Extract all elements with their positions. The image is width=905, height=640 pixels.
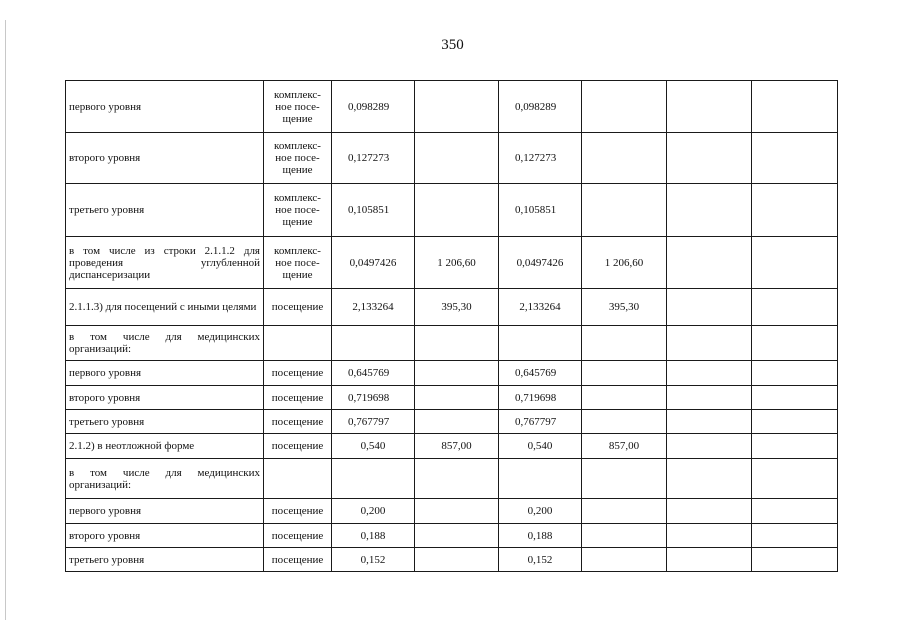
cell-value (415, 386, 499, 410)
cell-value (667, 289, 752, 326)
cell-value: 0,0497426 (332, 237, 415, 289)
cell-value (332, 326, 415, 361)
row-name: 2.1.2) в неотложной форме (66, 434, 264, 459)
cell-value: 0,098289 (332, 81, 415, 133)
row-name: первого уровня (66, 361, 264, 386)
cell-value (582, 524, 667, 548)
row-unit (264, 459, 332, 499)
cell-value: 0,767797 (332, 410, 415, 434)
row-name: второго уровня (66, 133, 264, 184)
cell-value (752, 184, 838, 237)
cell-value (415, 524, 499, 548)
cell-value: 857,00 (415, 434, 499, 459)
cell-value (667, 81, 752, 133)
row-unit: комплекс- ное посе- щение (264, 184, 332, 237)
cell-value: 0,127273 (332, 133, 415, 184)
cell-value: 0,645769 (499, 361, 582, 386)
cell-value (415, 499, 499, 524)
row-unit: комплекс- ное посе- щение (264, 133, 332, 184)
row-unit: посещение (264, 434, 332, 459)
scan-edge-line (5, 20, 6, 620)
cell-value: 0,767797 (499, 410, 582, 434)
table-row (66, 459, 838, 499)
row-unit: посещение (264, 548, 332, 572)
cell-value: 0,105851 (499, 184, 582, 237)
cell-value (582, 81, 667, 133)
row-name: в том числе для медицинских организаций: (66, 459, 264, 499)
cell-value (582, 548, 667, 572)
table-row (66, 237, 838, 289)
cell-value (332, 459, 415, 499)
row-name: первого уровня (66, 499, 264, 524)
cell-value (667, 499, 752, 524)
row-unit: комплекс- ное посе- щение (264, 237, 332, 289)
cell-value: 0,0497426 (499, 237, 582, 289)
cell-value (582, 133, 667, 184)
cell-value (752, 133, 838, 184)
cell-value (582, 410, 667, 434)
cell-value (415, 184, 499, 237)
table-row (66, 548, 838, 572)
table-row (66, 361, 838, 386)
cell-value (667, 524, 752, 548)
table-row (66, 434, 838, 459)
cell-value (415, 410, 499, 434)
table-row (66, 184, 838, 237)
cell-value: 395,30 (582, 289, 667, 326)
row-name: третьего уровня (66, 410, 264, 434)
cell-value (582, 361, 667, 386)
cell-value (415, 459, 499, 499)
cell-value (667, 133, 752, 184)
cell-value (752, 499, 838, 524)
row-name: в том числе из строки 2.1.1.2 для проведения углубленной диспансеризации (66, 237, 264, 289)
cell-value (752, 386, 838, 410)
cell-value (499, 326, 582, 361)
cell-value (582, 326, 667, 361)
cell-value (582, 459, 667, 499)
table-row (66, 289, 838, 326)
row-unit: комплекс- ное посе- щение (264, 81, 332, 133)
row-unit: посещение (264, 289, 332, 326)
row-name: 2.1.1.3) для посещений с иными целями (66, 289, 264, 326)
cell-value (667, 459, 752, 499)
cell-value: 0,127273 (499, 133, 582, 184)
cell-value (667, 237, 752, 289)
cell-value (415, 548, 499, 572)
cell-value (582, 184, 667, 237)
cell-value (667, 386, 752, 410)
table-row (66, 524, 838, 548)
row-name: первого уровня (66, 81, 264, 133)
table-row (66, 133, 838, 184)
table-row (66, 410, 838, 434)
cell-value (667, 410, 752, 434)
cell-value: 0,188 (499, 524, 582, 548)
row-unit (264, 326, 332, 361)
cell-value (752, 459, 838, 499)
page-number: 350 (441, 37, 464, 53)
table-row (66, 499, 838, 524)
row-name: третьего уровня (66, 184, 264, 237)
cell-value: 0,188 (332, 524, 415, 548)
data-table (65, 80, 838, 572)
cell-value (752, 410, 838, 434)
row-name: второго уровня (66, 386, 264, 410)
cell-value: 857,00 (582, 434, 667, 459)
cell-value (415, 133, 499, 184)
cell-value (582, 499, 667, 524)
cell-value: 1 206,60 (582, 237, 667, 289)
cell-value (752, 434, 838, 459)
cell-value (667, 326, 752, 361)
row-name: третьего уровня (66, 548, 264, 572)
cell-value (667, 548, 752, 572)
cell-value (582, 386, 667, 410)
cell-value (415, 361, 499, 386)
row-unit: посещение (264, 386, 332, 410)
cell-value (667, 434, 752, 459)
cell-value (752, 524, 838, 548)
cell-value: 0,152 (499, 548, 582, 572)
row-unit: посещение (264, 361, 332, 386)
cell-value: 0,719698 (332, 386, 415, 410)
cell-value: 1 206,60 (415, 237, 499, 289)
row-name: второго уровня (66, 524, 264, 548)
cell-value: 2,133264 (332, 289, 415, 326)
cell-value: 0,098289 (499, 81, 582, 133)
row-unit: посещение (264, 499, 332, 524)
cell-value: 0,540 (499, 434, 582, 459)
cell-value (415, 81, 499, 133)
cell-value: 395,30 (415, 289, 499, 326)
cell-value: 0,200 (332, 499, 415, 524)
row-unit: посещение (264, 410, 332, 434)
cell-value (667, 184, 752, 237)
table-row (66, 386, 838, 410)
cell-value (752, 326, 838, 361)
cell-value (667, 361, 752, 386)
row-name: в том числе для медицинских организаций: (66, 326, 264, 361)
cell-value: 0,540 (332, 434, 415, 459)
cell-value (415, 326, 499, 361)
cell-value: 0,105851 (332, 184, 415, 237)
cell-value: 0,645769 (332, 361, 415, 386)
table-row (66, 326, 838, 361)
cell-value: 0,719698 (499, 386, 582, 410)
cell-value: 0,152 (332, 548, 415, 572)
cell-value: 0,200 (499, 499, 582, 524)
row-unit: посещение (264, 524, 332, 548)
cell-value (752, 289, 838, 326)
cell-value (752, 237, 838, 289)
cell-value (499, 459, 582, 499)
cell-value (752, 548, 838, 572)
cell-value (752, 81, 838, 133)
cell-value (752, 361, 838, 386)
cell-value: 2,133264 (499, 289, 582, 326)
table-row (66, 81, 838, 133)
